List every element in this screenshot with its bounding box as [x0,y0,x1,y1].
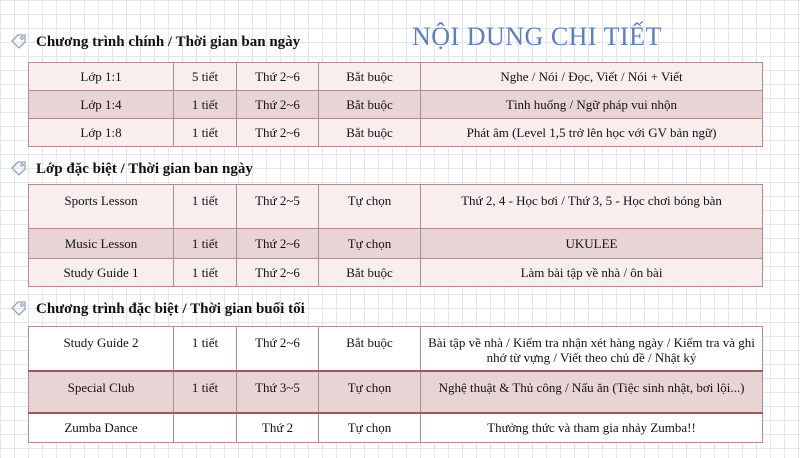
table-row [29,327,763,371]
content-cell: Thứ 2, 4 - Học bơi / Thứ 3, 5 - Học chơi bóng bàn [421,185,763,229]
requirement-cell: Bắt buộc [319,327,421,371]
tag-icon [10,33,28,51]
table-row [29,91,763,119]
table-row [29,259,763,287]
requirement-cell: Bắt buộc [319,259,421,287]
requirement-cell: Bắt buộc [319,91,421,119]
section-heading-text: Chương trình đặc biệt / Thời gian buổi tối [36,300,305,317]
special-class-table [28,184,763,287]
days-cell: Thứ 2~6 [237,119,319,147]
class-name-cell: Study Guide 2 [29,327,174,371]
periods-cell: 1 tiết [174,119,237,147]
content-cell: UKULEE [421,229,763,259]
table-row [29,119,763,147]
tag-icon [10,160,28,178]
class-name-cell: Sports Lesson [29,185,174,229]
requirement-cell: Tự chọn [319,371,421,413]
days-cell: Thứ 3~5 [237,371,319,413]
content-cell: Bài tập về nhà / Kiểm tra nhận xét hàng ngày / Kiểm tra và ghi nhớ từ vựng / Viết theo chủ đề / Nhật ký [421,327,763,371]
section-heading-special-class [10,158,253,180]
table-row [29,63,763,91]
class-name-cell: Lớp 1:4 [29,91,174,119]
periods-cell: 1 tiết [174,327,237,371]
table-row [29,371,763,413]
periods-cell: 5 tiết [174,63,237,91]
days-cell: Thứ 2~5 [237,185,319,229]
content-cell: Thưởng thức và tham gia nhảy Zumba!! [421,413,763,443]
table-row [29,229,763,259]
requirement-cell: Bắt buộc [319,63,421,91]
class-name-cell: Music Lesson [29,229,174,259]
class-name-cell: Lớp 1:8 [29,119,174,147]
main-program-table [28,62,763,147]
periods-cell: 1 tiết [174,229,237,259]
content-cell: Nghệ thuật & Thủ công / Nấu ăn (Tiệc sinh nhật, bơi lội...) [421,371,763,413]
class-name-cell: Study Guide 1 [29,259,174,287]
periods-cell: 1 tiết [174,259,237,287]
requirement-cell: Tự chọn [319,229,421,259]
requirement-cell: Bắt buộc [319,119,421,147]
content-cell: Phát âm (Level 1,5 trở lên học với GV bản ngữ) [421,119,763,147]
class-name-cell: Lớp 1:1 [29,63,174,91]
section-heading-evening-program [10,298,305,320]
content-cell: Làm bài tập về nhà / ôn bài [421,259,763,287]
periods-cell [174,413,237,443]
periods-cell: 1 tiết [174,91,237,119]
evening-program-table [28,326,763,443]
content-cell: Tình huống / Ngữ pháp vui nhộn [421,91,763,119]
section-heading-main-program [10,31,300,53]
days-cell: Thứ 2~6 [237,229,319,259]
tag-icon [10,300,28,318]
table-row [29,413,763,443]
table-row [29,185,763,229]
requirement-cell: Tự chọn [319,413,421,443]
content-cell: Nghe / Nói / Đọc, Viết / Nói + Viết [421,63,763,91]
periods-cell: 1 tiết [174,371,237,413]
class-name-cell: Special Club [29,371,174,413]
class-name-cell: Zumba Dance [29,413,174,443]
page-title: NỘI DUNG CHI TIẾT [412,22,662,51]
section-heading-text: Chương trình chính / Thời gian ban ngày [36,33,301,50]
days-cell: Thứ 2~6 [237,63,319,91]
days-cell: Thứ 2~6 [237,327,319,371]
requirement-cell: Tự chọn [319,185,421,229]
days-cell: Thứ 2~6 [237,91,319,119]
section-heading-text: Lớp đặc biệt / Thời gian ban ngày [36,160,253,177]
days-cell: Thứ 2~6 [237,259,319,287]
days-cell: Thứ 2 [237,413,319,443]
periods-cell: 1 tiết [174,185,237,229]
